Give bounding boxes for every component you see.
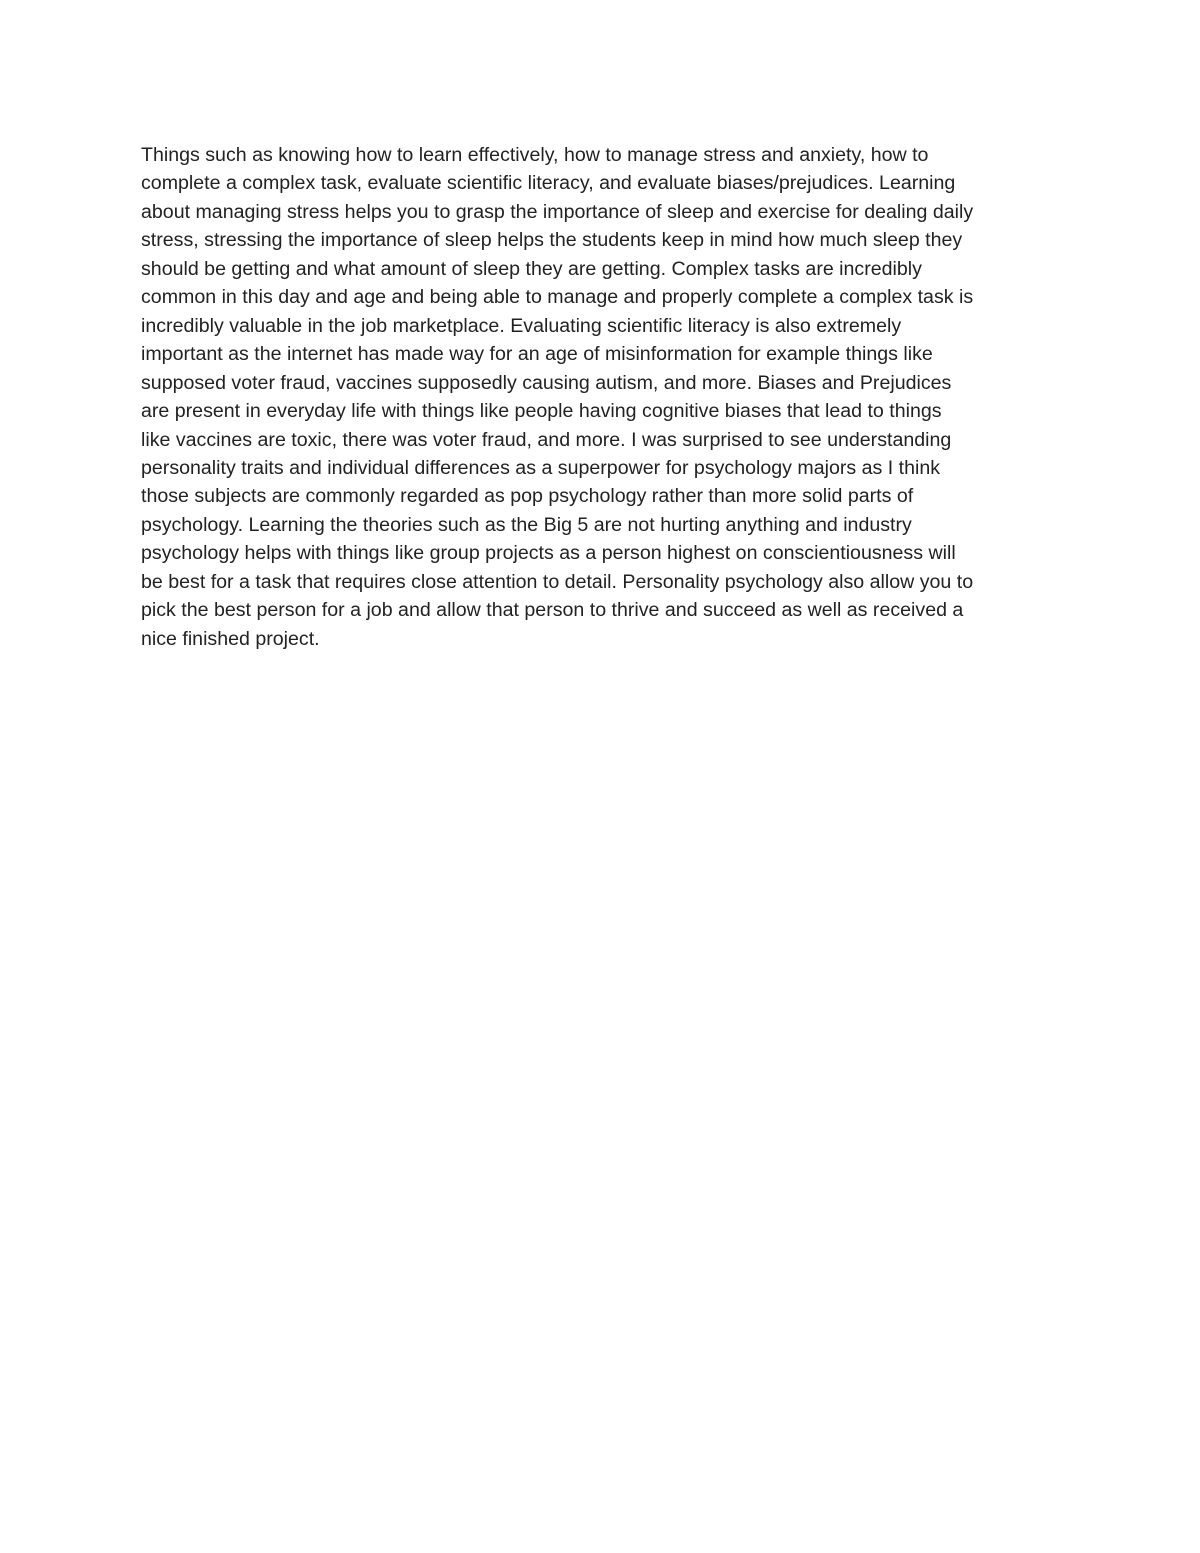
paragraph-line: stress, stressing the importance of sleep helps the students keep in mind how much sleep they: [141, 229, 963, 252]
paragraph-line: supposed voter fraud, vaccines supposedly causing autism, and more. Biases and Prejudices: [141, 371, 952, 394]
paragraph-line: those subjects are commonly regarded as pop psychology rather than more solid parts of: [141, 485, 914, 508]
paragraph-line: incredibly valuable in the job marketplace. Evaluating scientific literacy is also extremely: [141, 314, 902, 337]
body-paragraph: [141, 141, 1066, 653]
paragraph-line: nice finished project.: [141, 627, 320, 650]
paragraph-line: should be getting and what amount of sleep they are getting. Complex tasks are incredibly: [141, 257, 922, 280]
paragraph-line: common in this day and age and being able to manage and properly complete a complex task is: [141, 286, 974, 309]
paragraph-line: be best for a task that requires close attention to detail. Personality psychology also allow you to: [141, 570, 974, 593]
paragraph-line: Things such as knowing how to learn effectively, how to manage stress and anxiety, how to: [141, 144, 929, 166]
paragraph-line: complete a complex task, evaluate scientific literacy, and evaluate biases/prejudices. Learning: [141, 172, 956, 195]
paragraph-line: important as the internet has made way for an age of misinformation for example things like: [141, 343, 933, 366]
paragraph-line: pick the best person for a job and allow that person to thrive and succeed as well as received a: [141, 599, 964, 622]
paragraph-line: about managing stress helps you to grasp the importance of sleep and exercise for dealing daily: [141, 200, 974, 223]
paragraph-line: are present in everyday life with things like people having cognitive biases that lead to things: [141, 400, 942, 423]
paragraph-line: personality traits and individual differences as a superpower for psychology majors as I think: [141, 456, 941, 479]
paragraph-line: psychology helps with things like group projects as a person highest on conscientiousness will: [141, 542, 956, 565]
paragraph-line: like vaccines are toxic, there was voter fraud, and more. I was surprised to see understanding: [141, 428, 952, 451]
paragraph-line: psychology. Learning the theories such as the Big 5 are not hurting anything and industry: [141, 513, 912, 536]
